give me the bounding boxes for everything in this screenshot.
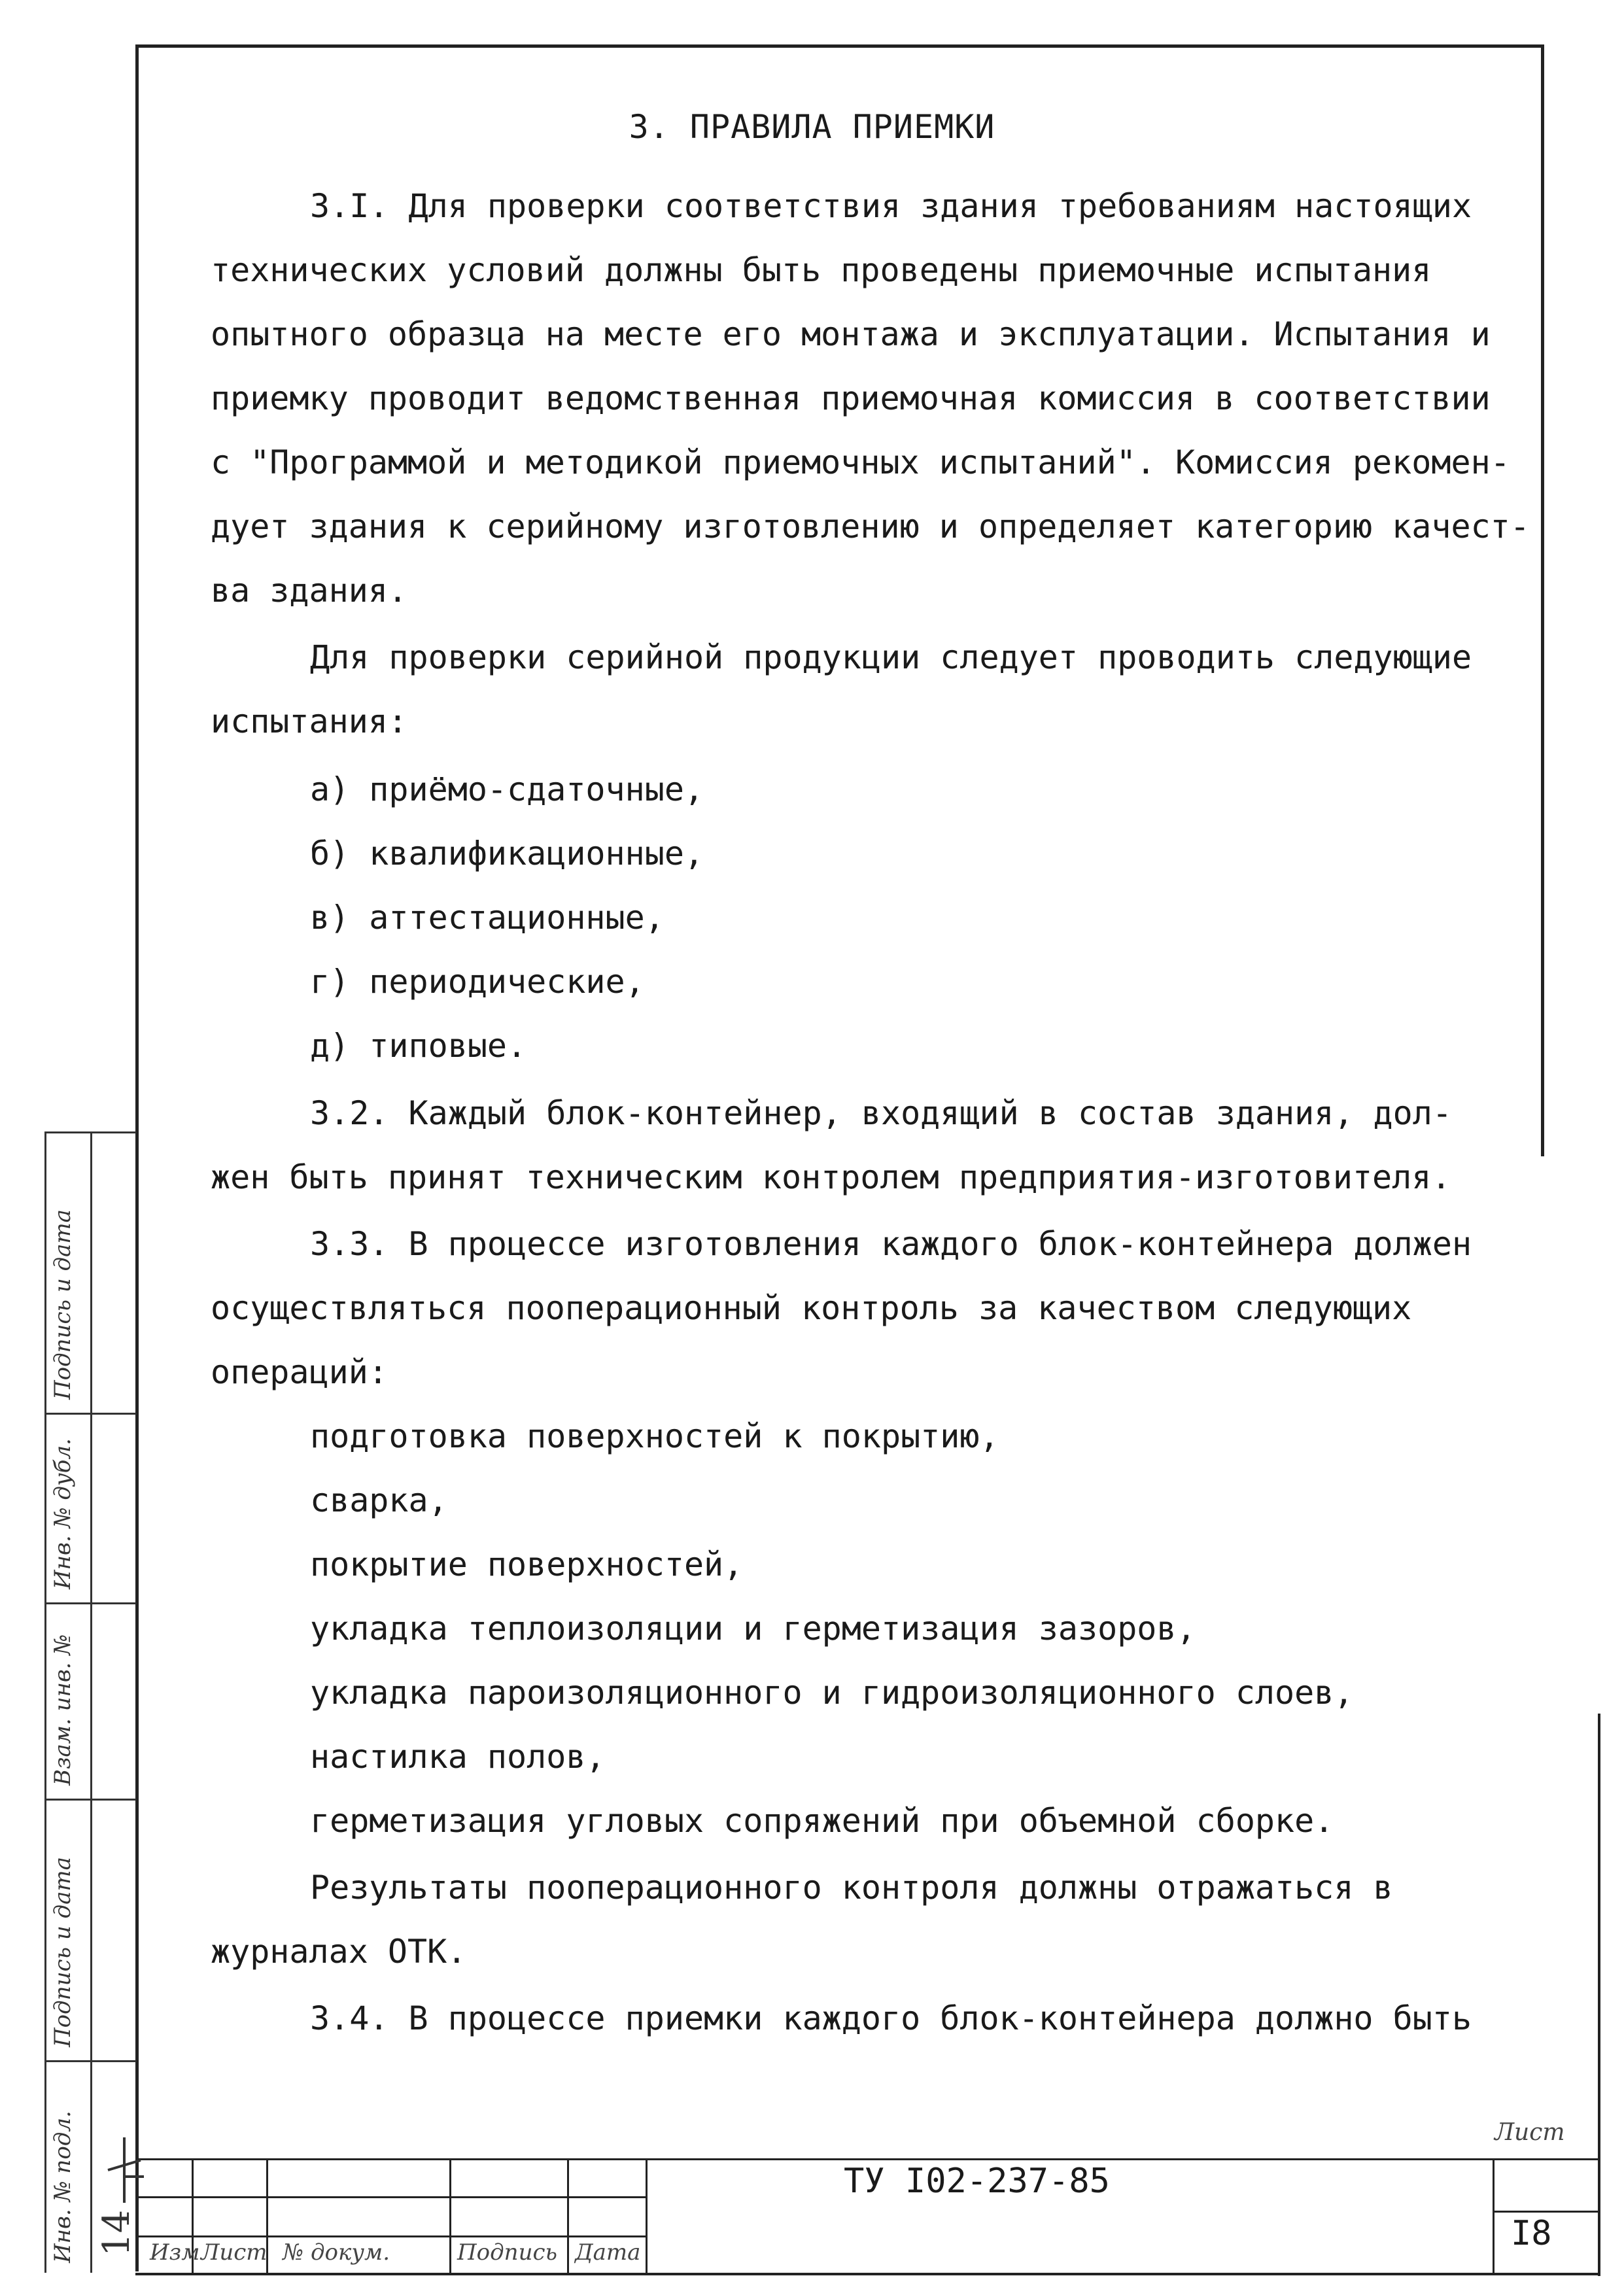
binding-strip xyxy=(44,1131,136,2273)
title-block-line xyxy=(449,2158,451,2273)
title-block-line xyxy=(135,2196,646,2198)
strip-label: Подпись и дата xyxy=(50,1857,76,2047)
document-number: ТУ I02-237-85 xyxy=(844,2162,1110,2201)
text-line: испытания: xyxy=(211,702,408,740)
strip-label: Подпись и дата xyxy=(50,1209,76,1400)
list-item: укладка теплоизоляции и герметизация зазоров, xyxy=(310,1610,1196,1648)
list-item: укладка пароизоляционного и гидроизоляционного слоев, xyxy=(310,1674,1354,1712)
frame-right-border xyxy=(1541,44,1544,1156)
strip-label: Инв. № дубл. xyxy=(50,1438,76,1589)
text-line: операций: xyxy=(211,1353,388,1391)
frame-top-border xyxy=(135,44,1544,48)
strip-label: Взам. инв. № xyxy=(50,1634,76,1786)
text-line: 3.I. Для проверки соответствия здания требованиям настоящих xyxy=(310,187,1472,225)
text-line: приемку проводит ведомственная приемочная комиссия в соответствии xyxy=(211,379,1491,417)
title-block-label: Изм xyxy=(150,2239,200,2266)
strip-row-divider xyxy=(44,2060,136,2062)
handwritten-mark xyxy=(98,2131,150,2209)
title-block-line xyxy=(135,2158,646,2160)
title-block-line xyxy=(135,2235,646,2237)
list-item: д) типовые. xyxy=(310,1027,527,1065)
title-block-label: № докум. xyxy=(283,2239,390,2266)
sheet-label: Лист xyxy=(1494,2119,1565,2146)
list-item: в) аттестационные, xyxy=(310,899,665,937)
text-line: 3.3. В процессе изготовления каждого блок-контейнера должен xyxy=(310,1225,1472,1263)
strip-row-divider xyxy=(44,1602,136,1604)
text-line: 3.4. В процессе приемки каждого блок-контейнера должно быть xyxy=(310,1999,1472,2037)
title-block-line xyxy=(1493,2211,1600,2213)
list-item: г) периодические, xyxy=(310,963,645,1001)
strip-row-divider xyxy=(44,1799,136,1801)
text-line: Для проверки серийной продукции следует проводить следующие xyxy=(310,638,1472,676)
strip-row-divider xyxy=(44,1413,136,1415)
list-item: а) приёмо-сдаточные, xyxy=(310,770,704,808)
text-line: с "Программой и методикой приемочных испытаний". Комиссия рекомен- xyxy=(211,443,1510,481)
title-block-line xyxy=(646,2158,648,2273)
title-block-label: Подпись xyxy=(457,2239,558,2266)
list-item: подготовка поверхностей к покрытию, xyxy=(310,1417,999,1455)
list-item: б) квалификационные, xyxy=(310,835,704,872)
section-heading: 3. ПРАВИЛА ПРИЕМКИ xyxy=(629,108,995,146)
title-block-line xyxy=(646,2158,1600,2160)
text-line: журналах ОТК. xyxy=(211,1933,467,1971)
text-line: технических условий должны быть проведены приемочные испытания xyxy=(211,251,1432,289)
strip-border xyxy=(44,1131,46,2273)
strip-divider xyxy=(90,1131,92,2273)
title-block-label: Дата xyxy=(575,2239,641,2266)
text-line: ва здания. xyxy=(211,572,408,610)
text-line: жен быть принят техническим контролем предприятия-изготовителя. xyxy=(211,1158,1451,1196)
strip-row-divider xyxy=(44,1131,136,1133)
sheet-number: I8 xyxy=(1511,2214,1552,2253)
frame-bottom-border xyxy=(135,2273,1600,2275)
list-item: покрытие поверхностей, xyxy=(310,1545,744,1583)
text-line: дует здания к серийному изготовлению и определяет категорию качест- xyxy=(211,508,1530,545)
text-line: осуществляться пооперационный контроль за качеством следующих xyxy=(211,1289,1412,1327)
handwritten-number: 14 xyxy=(95,2209,138,2256)
title-block-label: Лист xyxy=(201,2239,268,2266)
list-item: сварка, xyxy=(310,1481,448,1519)
title-block-line xyxy=(567,2158,569,2273)
list-item: герметизация угловых сопряжений при объемной сборке. xyxy=(310,1802,1334,1840)
list-item: настилка полов, xyxy=(310,1738,606,1776)
title-block-line xyxy=(1493,2158,1494,2273)
text-line: Результаты пооперационного контроля должны отражаться в xyxy=(310,1869,1393,1907)
text-line: 3.2. Каждый блок-контейнер, входящий в состав здания, дол- xyxy=(310,1094,1452,1132)
strip-label: Инв. № подл. xyxy=(50,2111,76,2263)
text-line: опытного образца на месте его монтажа и эксплуатации. Испытания и xyxy=(211,315,1491,353)
